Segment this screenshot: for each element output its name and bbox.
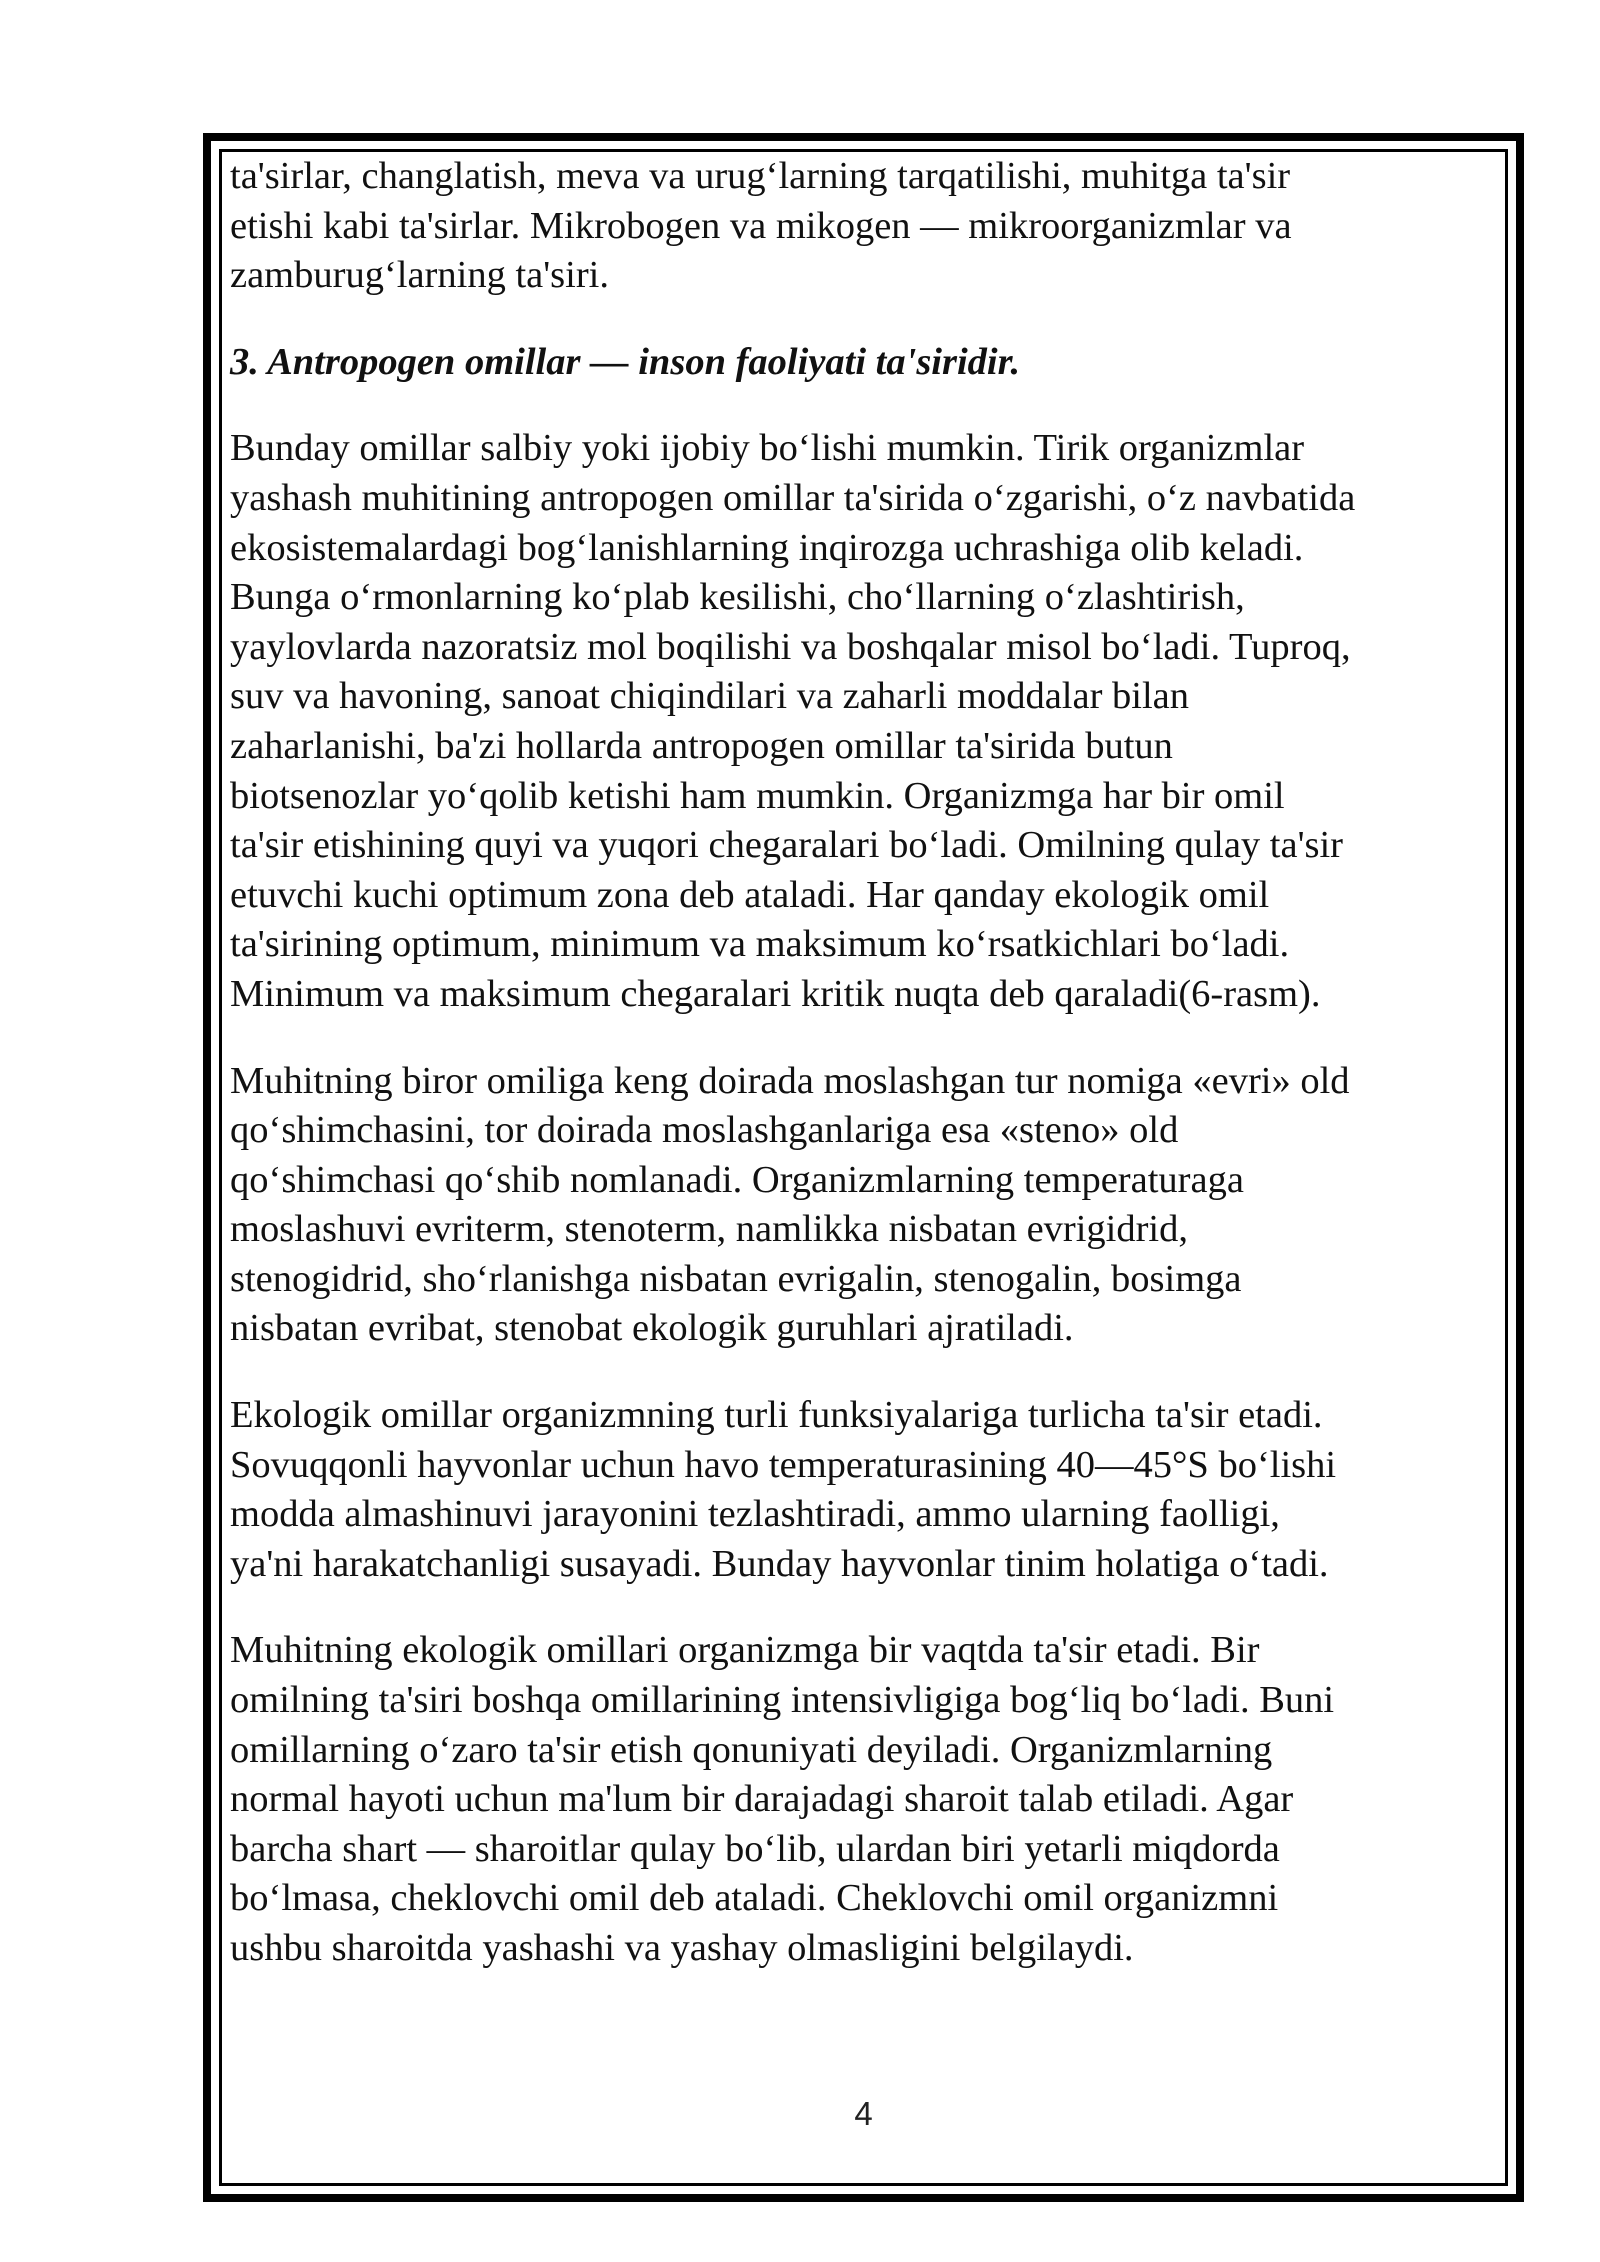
text-line: zamburug‘larning ta'siri. bbox=[230, 254, 609, 297]
paragraph-3 bbox=[230, 1057, 1505, 1355]
page-body bbox=[230, 152, 1505, 2011]
text-line: yashash muhitining antropogen omillar ta'sirida o‘zgarishi, o‘z navbatida bbox=[230, 476, 1356, 519]
text-line: Minimum va maksimum chegaralari kritik nuqta deb qaraladi(6-rasm). bbox=[230, 972, 1321, 1015]
text-line: Bunday omillar salbiy yoki ijobiy bo‘lishi mumkin. Tirik organizmlar bbox=[230, 427, 1305, 470]
text-line: ta'sir etishining quyi va yuqori chegaralari bo‘ladi. Omilning qulay ta'sir bbox=[230, 824, 1344, 867]
text-line: ushbu sharoitda yashashi va yashay olmasligini belgilaydi. bbox=[230, 1927, 1134, 1969]
text-line: normal hayoti uchun ma'lum bir darajadagi sharoit talab etiladi. Agar bbox=[230, 1778, 1294, 1821]
text-line: moslashuvi evriterm, stenoterm, namlikka nisbatan evrigidrid, bbox=[230, 1208, 1189, 1251]
paragraph-2 bbox=[230, 424, 1505, 1019]
heading-text: 3. Antropogen omillar — inson faoliyati ta'siridir. bbox=[230, 340, 1021, 383]
text-line: ekosistemalardagi bog‘lanishlarning inqirozga uchrashiga olib keladi. bbox=[230, 526, 1304, 569]
text-line: qo‘shimchasini, tor doirada moslashganlariga esa «steno» old bbox=[230, 1109, 1179, 1152]
text-line: yaylovlarda nazoratsiz mol boqilishi va boshqalar misol bo‘ladi. Tuproq, bbox=[230, 625, 1351, 668]
text-line: Muhitning ekologik omillari organizmga bir vaqtda ta'sir etadi. Bir bbox=[230, 1629, 1260, 1672]
text-line: stenogidrid, sho‘rlanishga nisbatan evrigalin, stenogalin, bosimga bbox=[230, 1257, 1242, 1300]
paragraph-4 bbox=[230, 1391, 1505, 1589]
text-line: Ekologik omillar organizmning turli funksiyalariga turlicha ta'sir etadi. bbox=[230, 1394, 1323, 1437]
text-line: nisbatan evribat, stenobat ekologik guruhlari ajratiladi. bbox=[230, 1307, 1074, 1350]
text-line: Muhitning biror omiliga keng doirada moslashgan tur nomiga «evri» old bbox=[230, 1059, 1350, 1102]
paragraph-1 bbox=[230, 152, 1505, 301]
text-line: barcha shart — sharoitlar qulay bo‘lib, ulardan biri yetarli miqdorda bbox=[230, 1827, 1280, 1870]
text-line: suv va havoning, sanoat chiqindilari va zaharli moddalar bilan bbox=[230, 675, 1190, 718]
text-line: modda almashinuvi jarayonini tezlashtiradi, ammo ularning faolligi, bbox=[230, 1493, 1280, 1536]
text-line: ta'sirining optimum, minimum va maksimum ko‘rsatkichlari bo‘ladi. bbox=[230, 923, 1290, 966]
paragraph-5 bbox=[230, 1626, 1505, 1973]
text-line: Sovuqqonli hayvonlar uchun havo temperaturasining 40—45°S bo‘lishi bbox=[230, 1443, 1337, 1486]
text-line: ya'ni harakatchanligi susayadi. Bunday hayvonlar tinim holatiga o‘tadi. bbox=[230, 1542, 1329, 1585]
text-line: etuvchi kuchi optimum zona deb ataladi. Har qanday ekologik omil bbox=[230, 873, 1270, 916]
text-line: bo‘lmasa, cheklovchi omil deb ataladi. Cheklovchi omil organizmni bbox=[230, 1877, 1279, 1920]
text-line: Bunga o‘rmonlarning ko‘plab kesilishi, cho‘llarning o‘zlashtirish, bbox=[230, 576, 1245, 619]
text-line: zaharlanishi, ba'zi hollarda antropogen omillar ta'sirida butun bbox=[230, 724, 1173, 767]
text-line: omillarning o‘zaro ta'sir etish qonuniyati deyiladi. Organizmlarning bbox=[230, 1728, 1273, 1771]
text-line: biotsenozlar yo‘qolib ketishi ham mumkin. Organizmga har bir omil bbox=[230, 774, 1285, 817]
text-line: omilning ta'siri boshqa omillarining intensivligiga bog‘liq bo‘ladi. Buni bbox=[230, 1679, 1335, 1722]
text-line: qo‘shimchasi qo‘shib nomlanadi. Organizmlarning temperaturaga bbox=[230, 1158, 1244, 1201]
text-line: etishi kabi ta'sirlar. Mikrobogen va mikogen — mikroorganizmlar va bbox=[230, 204, 1292, 247]
section-heading bbox=[230, 338, 1505, 388]
page-number: 4 bbox=[854, 2095, 873, 2132]
text-line: ta'sirlar, changlatish, meva va urug‘larning tarqatilishi, muhitga ta'sir bbox=[230, 155, 1291, 197]
